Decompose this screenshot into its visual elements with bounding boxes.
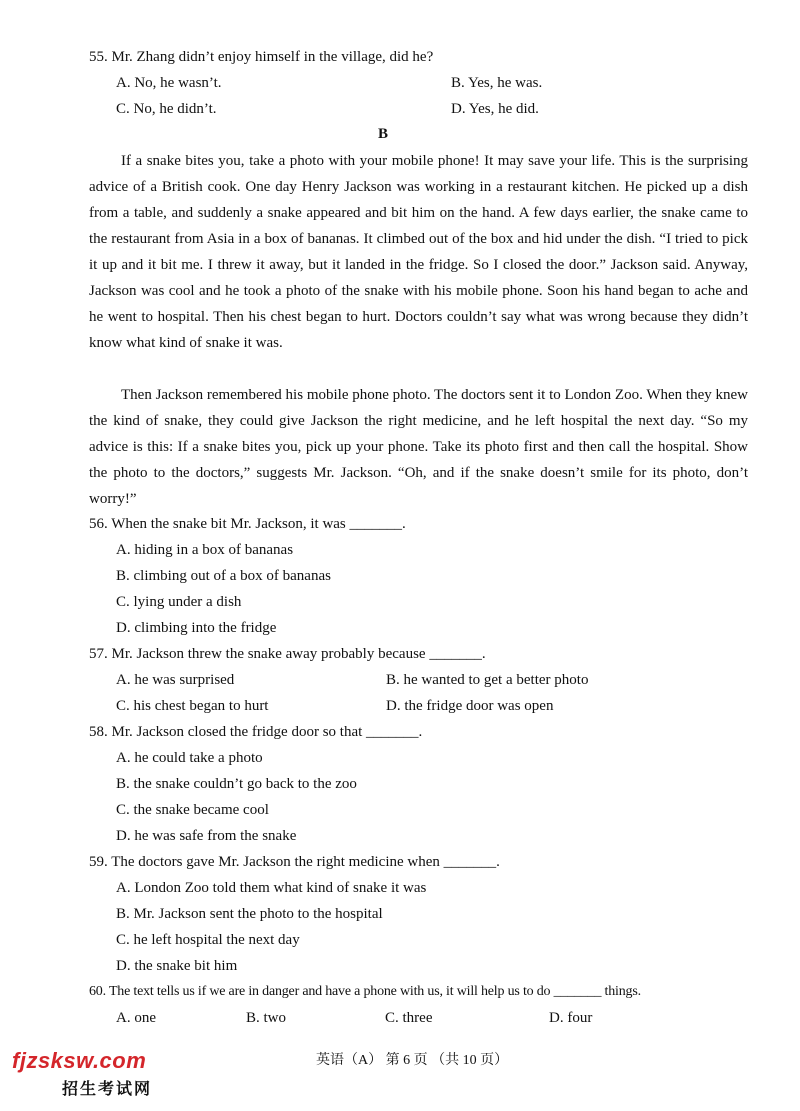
page-footer: 英语（A） 第 6 页 （共 10 页）	[316, 1053, 509, 1068]
question-55-option-a: A. No, he wasn’t.	[116, 75, 222, 91]
question-59-stem: 59. The doctors gave Mr. Jackson the right medicine when _______.	[89, 854, 500, 870]
question-58-option-d: D. he was safe from the snake	[116, 828, 297, 844]
question-57-option-d: D. the fridge door was open	[386, 698, 554, 714]
watermark-tagline: 招生考试网	[62, 1079, 153, 1098]
question-56-option-b: B. climbing out of a box of bananas	[116, 568, 331, 584]
question-59-option-b: B. Mr. Jackson sent the photo to the hospital	[116, 906, 383, 922]
question-57-option-c: C. his chest began to hurt	[116, 698, 269, 714]
question-59-option-d: D. the snake bit him	[116, 958, 238, 974]
question-56-option-c: C. lying under a dish	[116, 594, 242, 610]
question-57-option-b: B. he wanted to get a better photo	[386, 672, 589, 688]
question-56-stem: 56. When the snake bit Mr. Jackson, it was _______.	[89, 516, 406, 532]
question-55-stem: 55. Mr. Zhang didn’t enjoy himself in the village, did he?	[89, 49, 434, 65]
question-58-option-c: C. the snake became cool	[116, 802, 269, 818]
question-57-option-a: A. he was surprised	[116, 672, 235, 688]
question-60-option-b: B. two	[246, 1010, 287, 1026]
passage-paragraph-1: If a snake bites you, take a photo with your mobile phone! It may save your life. This is the surprising advice of a British cook. One day Henry Jackson was working in a restaurant kitchen. He picked up a dish from a table, and suddenly a snake appeared and bit him on the hand. A few days earlier, the snake came to the restaurant from Asia in a box of bananas. It climbed out of the box and hid under the dish. “I tried to pick it up and it bit me. I threw it away, but it landed in the fridge. So I closed the door.” Jackson said. Anyway, Jackson was cool and he took a photo of the snake with his mobile phone. Soon his hand began to ache and he went to hospital. Then his chest began to hurt. Doctors couldn’t say what was wrong because they didn’t know what kind of snake it was.	[89, 153, 748, 351]
section-b-heading: B	[378, 126, 389, 142]
question-55-option-c: C. No, he didn’t.	[116, 101, 217, 117]
question-60-option-c: C. three	[385, 1010, 433, 1026]
question-58-stem: 58. Mr. Jackson closed the fridge door so that _______.	[89, 724, 423, 740]
question-57-stem: 57. Mr. Jackson threw the snake away probably because _______.	[89, 646, 486, 662]
question-60-option-d: D. four	[549, 1010, 593, 1026]
question-59-option-a: A. London Zoo told them what kind of snake it was	[116, 880, 427, 896]
passage-paragraph-2: Then Jackson remembered his mobile phone photo. The doctors sent it to London Zoo. When they knew the kind of snake, they could give Jackson the right medicine, and he left hospital the next day. “So my advice is this: If a snake bites you, pick up your phone. Take its photo first and then call the hospital. Show the photo to the doctors,” suggests Mr. Jackson. “Oh, and if the snake doesn’t smile for its photo, don’t worry!”	[89, 387, 748, 507]
question-60-option-a: A. one	[116, 1010, 156, 1026]
question-56-option-d: D. climbing into the fridge	[116, 620, 277, 636]
question-55-option-b: B. Yes, he was.	[451, 75, 543, 91]
question-58-option-a: A. he could take a photo	[116, 750, 263, 766]
question-58-option-b: B. the snake couldn’t go back to the zoo	[116, 776, 357, 792]
question-56-option-a: A. hiding in a box of bananas	[116, 542, 294, 558]
question-60-stem: 60. The text tells us if we are in danger and have a phone with us, it will help us to do _______ things.	[89, 984, 641, 999]
question-55-option-d: D. Yes, he did.	[451, 101, 539, 117]
watermark-site-logo: fjzsksw.com	[12, 1048, 147, 1073]
question-59-option-c: C. he left hospital the next day	[116, 932, 300, 948]
